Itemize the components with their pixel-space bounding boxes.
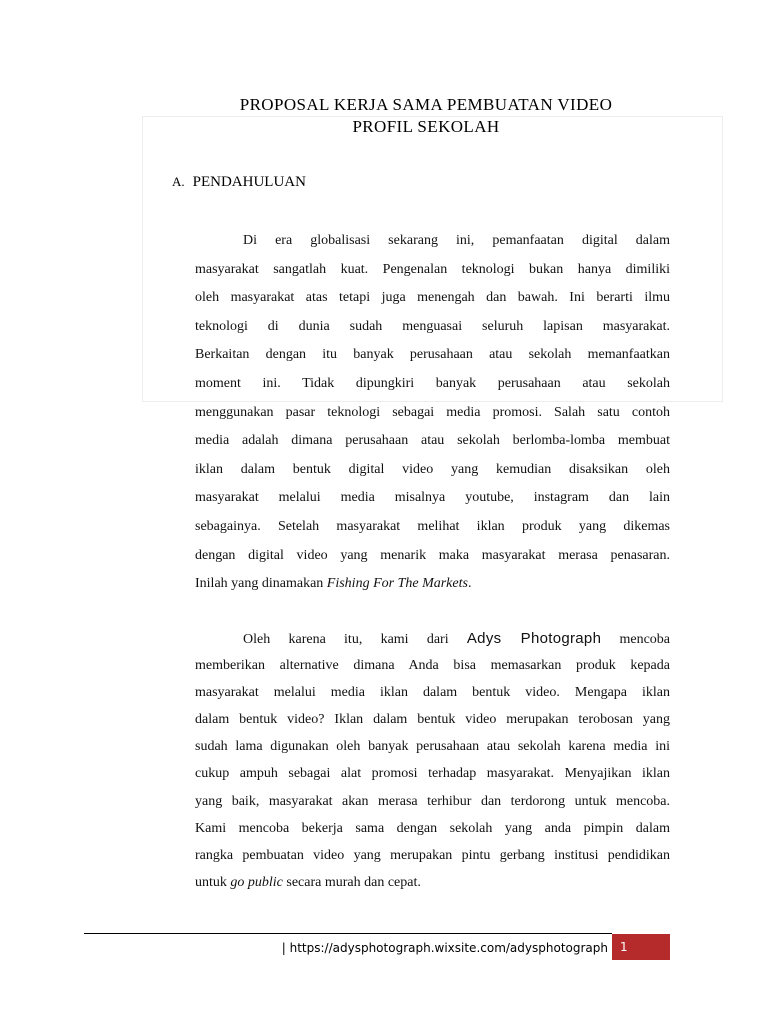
paragraph-line: rangka pembuatan video yang merupakan pintu gerbang institusi pendidikan xyxy=(195,847,670,863)
text-fragment: mencoba xyxy=(601,632,671,647)
footer-divider xyxy=(84,933,612,934)
brand-name: Adys Photograph xyxy=(466,630,602,647)
page-number-badge: 1 xyxy=(612,934,670,960)
paragraph-line: moment ini. Tidak dipungkiri banyak perusahaan atau sekolah xyxy=(195,375,670,391)
paragraph-line: teknologi di dunia sudah menguasai seluruh lapisan masyarakat. xyxy=(195,318,670,334)
paragraph-line: dalam bentuk video? Iklan dalam bentuk video merupakan terobosan yang xyxy=(195,712,670,728)
paragraph-line: memberikan alternative dimana Anda bisa memasarkan produk kepada xyxy=(195,658,670,674)
paragraph-line: oleh masyarakat atas tetapi juga menengah dan bawah. Ini berarti ilmu xyxy=(195,290,670,306)
section-heading xyxy=(172,174,306,191)
paragraph-line: cukup ampuh sebagai alat promosi terhadap masyarakat. Menyajikan iklan xyxy=(195,766,670,782)
paragraph-introduction xyxy=(195,227,670,599)
paragraph-line: dengan digital video yang menarik maka masyarakat merasa penasaran. xyxy=(195,547,670,563)
text-fragment: Oleh karena itu, kami dari xyxy=(243,632,467,647)
section-letter: A. xyxy=(172,174,185,189)
section-title: PENDAHULUAN xyxy=(192,174,306,190)
text-fragment: Inilah yang dinamakan xyxy=(195,576,327,592)
paragraph-line-first xyxy=(195,625,670,652)
paragraph-line-last xyxy=(195,869,670,896)
paragraph-line: masyarakat melalui media iklan dalam bentuk video. Mengapa iklan xyxy=(195,685,670,701)
paragraph-line: menggunakan pasar teknologi sebagai media promosi. Salah satu contoh xyxy=(195,404,670,420)
text-fragment: . xyxy=(467,576,472,592)
paragraph-line: masyarakat melalui media misalnya youtube, instagram dan lain xyxy=(195,490,670,506)
title-line-2: PROFIL SEKOLAH xyxy=(352,117,500,136)
paragraph-line: yang baik, masyarakat akan merasa terhibur dan terdorong untuk mencoba. xyxy=(195,793,670,809)
footer-url-link[interactable]: | https://adysphotograph.wixsite.com/adysphotograph xyxy=(281,941,608,955)
document-title xyxy=(140,94,712,138)
paragraph-line-last xyxy=(195,570,670,599)
text-fragment: untuk xyxy=(195,874,231,890)
paragraph-offer xyxy=(195,625,670,896)
paragraph-line: sebagainya. Setelah masyarakat melihat iklan produk yang dikemas xyxy=(195,518,670,534)
paragraph-line: sudah lama digunakan oleh banyak perusahaan atau sekolah karena media ini xyxy=(195,739,670,755)
paragraph-line: Berkaitan dengan itu banyak perusahaan atau sekolah memanfaatkan xyxy=(195,347,670,363)
italic-phrase: go public xyxy=(230,874,283,890)
paragraph-line: masyarakat sangatlah kuat. Pengenalan teknologi bukan hanya dimiliki xyxy=(195,261,670,277)
title-line-1: PROPOSAL KERJA SAMA PEMBUATAN VIDEO xyxy=(239,95,613,114)
paragraph-line: Di era globalisasi sekarang ini, pemanfaatan digital dalam xyxy=(243,233,670,248)
italic-phrase: Fishing For The Markets xyxy=(326,576,468,592)
paragraph-line: iklan dalam bentuk digital video yang kemudian disaksikan oleh xyxy=(195,461,670,477)
text-fragment: secara murah dan cepat. xyxy=(282,874,421,890)
paragraph-line: Kami mencoba bekerja sama dengan sekolah yang anda pimpin dalam xyxy=(195,820,670,836)
paragraph-line: media adalah dimana perusahaan atau sekolah berlomba-lomba membuat xyxy=(195,433,670,449)
